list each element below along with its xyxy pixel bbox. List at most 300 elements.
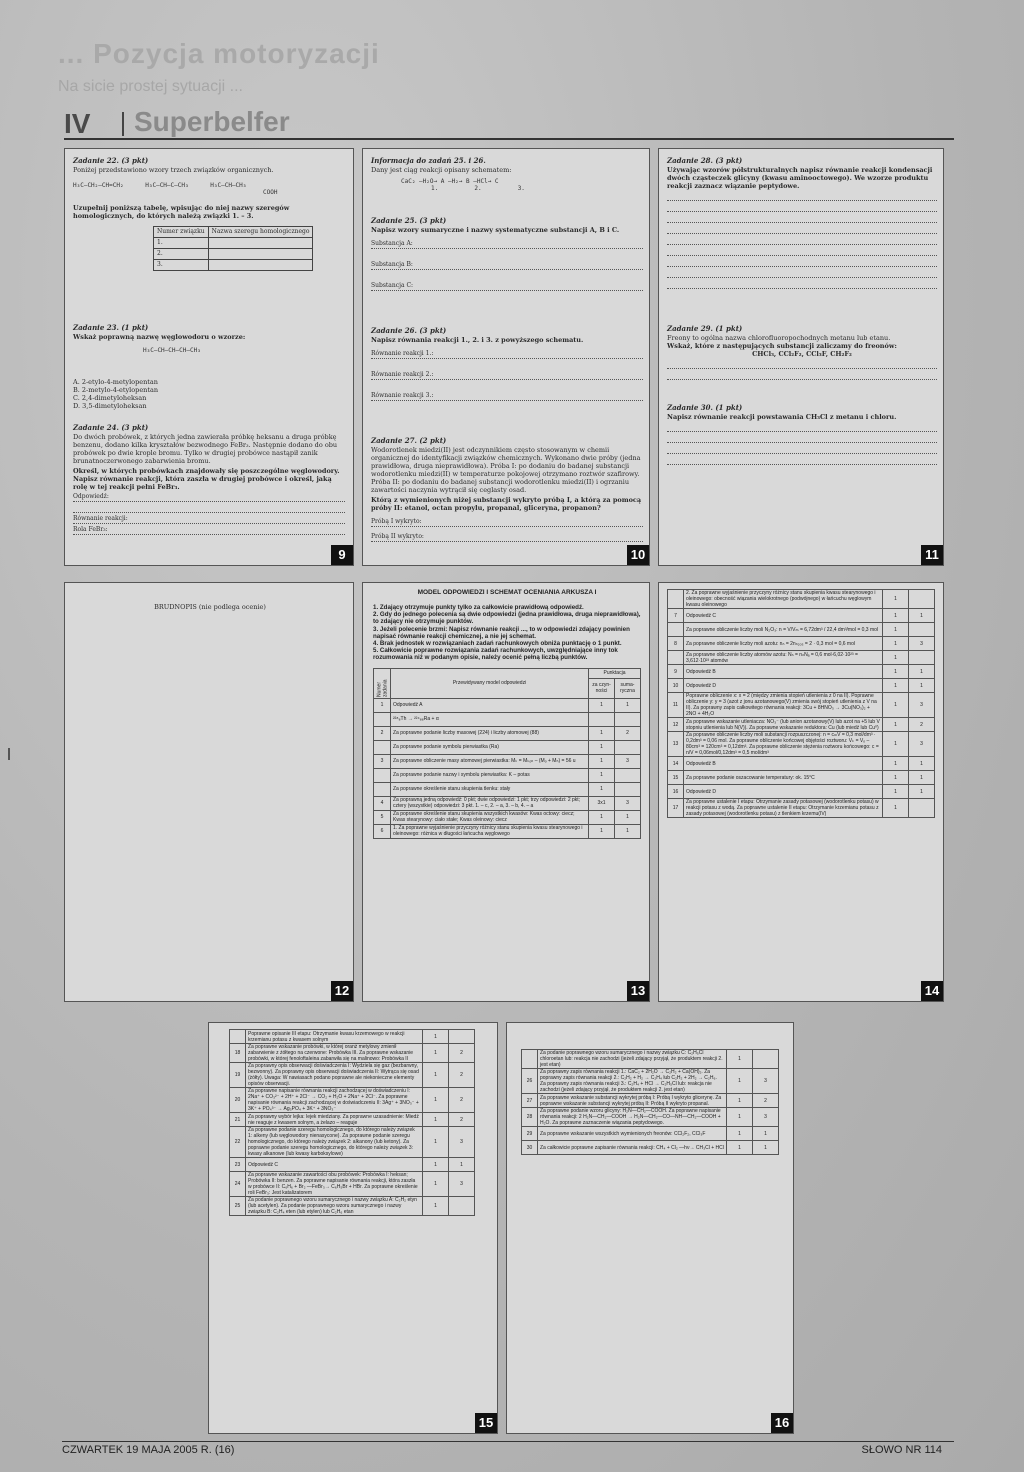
row-task-number: 19 <box>230 1063 246 1088</box>
footer-date: CZWARTEK 19 MAJA 2005 R. (16) <box>62 1444 235 1456</box>
grading-rules <box>373 604 641 662</box>
row-number: 1. <box>154 238 209 249</box>
row-points: 1 <box>423 1044 449 1063</box>
page-number: 15 <box>475 1413 497 1433</box>
row-model-answer: Poprawne obliczenie x: x = 2 (między zmienia stopień utlenienia z 0 na II). Poprawne obliczenie y: y = 3 (azot z jonu azotanowego(V) zmienia swój stopień utlenienia z V na II). Za poprawny zapis całkowitego równania reakcji: 3Cu + 8HNO₃ → 3Cu(NO₃)₂ + 2NO + 4H₂O <box>684 693 883 718</box>
table-row <box>668 590 935 609</box>
scratch-title: BRUDNOPIS (nie podlega ocenie) <box>154 603 266 611</box>
table-row <box>230 1197 475 1216</box>
page-number: 13 <box>627 981 649 1001</box>
row-model-answer: Za poprawne wskazanie zawartości obu probówek: Probówka I: heksan; Probówka II: benzen. Za poprawne napisanie równania reakcji, która zaszła w probówce II: C₆H₆ + Br₂ —FeBr₃→ C₆H₅Br + HBr. Za poprawne określenie roli FeBr₃: Jest katalizatorem <box>246 1172 423 1197</box>
row-points: 1 <box>883 757 909 771</box>
row-model-answer: 2. Za poprawne wyjaśnienie przyczyny różnicy stanu skupienia kwasu stearynowego i oleinowego: obecność wiązania wielokrotnego (podwójnego) w łańcuchu węglowym kwasu oleinowego <box>684 590 883 609</box>
th-model: Przewidywany model odpowiedzi <box>391 668 589 698</box>
task-27 <box>371 437 643 544</box>
answer-c[interactable]: Substancja C: <box>371 282 643 291</box>
th-name: Nazwa szeregu homologicznego <box>208 227 313 238</box>
row-task-number: 30 <box>522 1141 538 1155</box>
row-model-answer: Za poprawne podanie nazwy i symbolu pierwiastka: K – potas <box>391 768 589 782</box>
task-30 <box>667 404 937 467</box>
info-25-26 <box>371 157 643 192</box>
task-title: Zadanie 22. (3 pkt) <box>73 156 149 165</box>
row-task-number <box>668 590 684 609</box>
task-28 <box>667 157 937 291</box>
th-number: Numer związku <box>154 227 209 238</box>
table-row <box>668 623 935 637</box>
row-points <box>589 712 615 726</box>
equation-line[interactable]: Równanie reakcji: <box>73 515 345 524</box>
task-title: Zadanie 26. (3 pkt) <box>371 326 447 335</box>
scoring-table <box>667 589 935 818</box>
row-model-answer: Odpowiedź A <box>391 698 589 712</box>
answer-key-cont <box>667 589 935 818</box>
row-task-number: 13 <box>668 732 684 757</box>
row-points: 1 <box>423 1197 449 1216</box>
task-title: Zadanie 30. (1 pkt) <box>667 403 743 412</box>
row-task-number <box>230 1030 246 1044</box>
answer-cell[interactable] <box>208 260 313 271</box>
row-task-number: 14 <box>668 757 684 771</box>
task-title: Zadanie 23. (1 pkt) <box>73 323 149 332</box>
row-task-number <box>374 782 391 796</box>
table-row <box>374 740 641 754</box>
answer-line[interactable] <box>667 247 937 256</box>
row-task-number: 15 <box>668 771 684 785</box>
task-title: Zadanie 28. (3 pkt) <box>667 156 743 165</box>
row-task-number <box>668 623 684 637</box>
row-points: 1 <box>883 623 909 637</box>
equation-2[interactable]: Równanie reakcji 2.: <box>371 371 643 380</box>
row-model-answer: Za poprawne określenie stanu skupienia wszystkich kwasów: Kwas octowy: ciecz; Kwas stearynowy: ciało stałe; Kwas oleinowy: ciecz <box>391 810 589 824</box>
answer-line[interactable] <box>667 269 937 278</box>
row-task-number: 7 <box>668 609 684 623</box>
row-model-answer: Za poprawne obliczenie liczby moli substancji rozpuszczonej: n = cₘV = 0,3 mol/dm³ · 0,2dm³ = 0,06 mol. Za poprawne obliczenie końcowej objętości roztworu: Vₖ = Vₒ – 80cm³ = 120cm³ = 0,12dm³. Za poprawne obliczenie stężenia roztworu końcowego: c = n/V = 0,06mol/0,12dm³ = 0,5 mol/dm³ <box>684 732 883 757</box>
table-row <box>374 712 641 726</box>
row-task-number: 8 <box>668 637 684 651</box>
task-text: Poniżej przedstawiono wzory trzech związków organicznych. <box>73 166 274 174</box>
scoring-table <box>373 668 641 839</box>
probe-1-answer[interactable]: Próbą I wykryto: <box>371 518 643 527</box>
bleed-through-subtitle: Na sicie prostej sytuacji ... <box>58 78 243 95</box>
answer-line[interactable] <box>667 203 937 212</box>
row-task-number: 4 <box>374 796 391 810</box>
answer-line[interactable] <box>667 192 937 201</box>
task-text: Napisz wzory sumaryczne i nazwy systematyczne substancji A, B i C. <box>371 226 620 234</box>
section-title: Superbelfer <box>134 106 290 137</box>
page-12 <box>64 582 354 1002</box>
rule: 5. Całkowicie poprawne rozwiązania zadań rachunkowych, uwzględniające inny tok rozumowania niż w podanym opisie, należy ocenić pełną liczbą punktów. <box>373 647 618 662</box>
page-9 <box>64 148 354 566</box>
task-24 <box>73 424 345 537</box>
row-model-answer: Za poprawne podanie liczby masowej (224) i liczby atomowej (88) <box>391 726 589 740</box>
row-total: 2 <box>753 1094 779 1108</box>
answer-line[interactable] <box>667 423 937 432</box>
task-title: Zadanie 27. (2 pkt) <box>371 436 447 445</box>
homolog-table <box>153 226 313 271</box>
task-instruction: Określ, w których probówkach znajdowały się poszczególne węglowodory. Napisz równanie reakcji, która zaszła w drugiej probówce i określ, jaką rolę w tej reakcji pełni FeBr₃. <box>73 467 340 491</box>
table-row <box>668 718 935 732</box>
row-model-answer: Poprawne opisanie III etapu: Otrzymanie kwasu krzemowego w reakcji krzemianu potasu z kwasem solnym <box>246 1030 423 1044</box>
answer-line[interactable] <box>667 445 937 454</box>
row-total: 1 <box>909 665 935 679</box>
row-total: 1 <box>615 698 641 712</box>
row-total <box>615 782 641 796</box>
row-model-answer: Za poprawne podanie symbolu pierwiastka (Ra) <box>391 740 589 754</box>
th-points: Punktacja <box>589 668 641 679</box>
equation-1[interactable]: Równanie reakcji 1.: <box>371 350 643 359</box>
table-row <box>522 1094 779 1108</box>
task-text: Wodorotlenek miedzi(II) jest odczynnikiem często stosowanym w chemii organicznej do identyfikacji związków chemicznych. Wykonano dwie próby (jedna prawidłowa, druga nieprawidłowa). Próba I: po dodaniu do badanej substancji wodorotlenku miedzi(II) w temperaturze pokojowej otrzymano roztwór szafirowy. Próba II: po dodaniu do badanej substancji wodorotlenku miedzi(II) i ogrzaniu zawartości naczynia wytrącił się ceglasty osad. <box>371 446 641 494</box>
answer-a[interactable]: Substancja A: <box>371 240 643 249</box>
row-task-number: 12 <box>668 718 684 732</box>
row-task-number: 10 <box>668 679 684 693</box>
task-title: Zadanie 24. (3 pkt) <box>73 423 149 432</box>
page-16 <box>506 1022 794 1434</box>
row-task-number: 2 <box>374 726 391 740</box>
row-model-answer: Za poprawny wybór lejka: lejek miedziany. Za poprawne uzasadnienie: Miedź nie reaguje z kwasem solnym, a żelazo – reaguje <box>246 1113 423 1127</box>
row-number: 2. <box>154 249 209 260</box>
equation-3[interactable]: Równanie reakcji 3.: <box>371 392 643 401</box>
role-line[interactable]: Rola FeBr₃: <box>73 526 345 535</box>
row-task-number <box>668 651 684 665</box>
rule: 1. Zdający otrzymuje punkty tylko za całkowicie prawidłową odpowiedź. <box>373 604 584 611</box>
row-points: 1 <box>727 1069 753 1094</box>
th-per-action: za czyn-ności <box>589 679 615 699</box>
answer-key-cont <box>521 1049 779 1155</box>
row-total <box>615 740 641 754</box>
task-instruction: Uzupełnij poniższą tabelę, wpisując do niej nazwy szeregów homologicznych, do których należą związki 1. – 3. <box>73 204 290 220</box>
row-points: 1 <box>589 810 615 824</box>
row-task-number: 28 <box>522 1108 538 1127</box>
row-points: 1 <box>423 1158 449 1172</box>
row-model-answer: Odpowiedź B <box>684 665 883 679</box>
row-total <box>449 1197 475 1216</box>
row-total: 1 <box>615 810 641 824</box>
row-model-answer: Za poprawne wskazanie substancji wykrytej próbą I: Próbą I wykryto glicerynę. Za poprawne wskazanie substancji wykrytej próbą II: Próbą II wykryto propanal. <box>538 1094 727 1108</box>
row-points: 1 <box>883 637 909 651</box>
key-title: MODEL ODPOWIEDZI I SCHEMAT OCENIANIA ARKUSZA I <box>417 589 597 596</box>
row-points: 1 <box>727 1127 753 1141</box>
answer-line[interactable]: Odpowiedź: <box>73 493 345 502</box>
row-points: 1 <box>883 693 909 718</box>
table-row <box>668 665 935 679</box>
row-model-answer: Za poprawne podanie oszacowanie temperatury: ok. 15°C <box>684 771 883 785</box>
row-total: 3 <box>449 1127 475 1158</box>
row-total: 1 <box>753 1141 779 1155</box>
answer-line[interactable] <box>667 214 937 223</box>
page-number: 12 <box>331 981 353 1001</box>
row-total: 3 <box>753 1069 779 1094</box>
row-total: 2 <box>449 1044 475 1063</box>
row-points: 1 <box>883 679 909 693</box>
table-row <box>230 1063 475 1088</box>
page-number: 11 <box>921 545 943 565</box>
row-points: 1 <box>589 782 615 796</box>
row-number: 3. <box>154 260 209 271</box>
option-a[interactable]: A. 2-etylo-4-metylopentan <box>73 378 158 386</box>
table-row <box>522 1069 779 1094</box>
row-model-answer: Za poprawne napisanie równania reakcji zachodzącej w doświadczeniu I: 2Na⁺ + CO₃²⁻ + 2H⁺ + 2Cl⁻ → CO₂ + H₂O + 2Na⁺ + 2Cl⁻. Za poprawne napisanie równania reakcji zachodzącej w doświadczeniu II: 3Ag⁺ + 3NO₃⁻ + 3K⁺ + PO₄³⁻ → Ag₃PO₄ + 3K⁺ + 3NO₃⁻ <box>246 1088 423 1113</box>
row-points: 3x1 <box>589 796 615 810</box>
row-points: 1 <box>883 799 909 818</box>
row-points: 1 <box>883 718 909 732</box>
header-divider <box>122 112 124 136</box>
row-total <box>909 799 935 818</box>
answer-line[interactable] <box>667 280 937 289</box>
row-model-answer: 1. Za poprawne wyjaśnienie przyczyny różnicy stanu skupienia kwasu stearynowego i oleinowego: różnica w długości łańcucha węglowego <box>391 824 589 838</box>
answer-line[interactable] <box>667 371 937 380</box>
row-task-number: 18 <box>230 1044 246 1063</box>
page-13 <box>362 582 650 1002</box>
table-row <box>668 637 935 651</box>
row-task-number: 22 <box>230 1127 246 1158</box>
table-row <box>374 810 641 824</box>
row-total <box>909 590 935 609</box>
section-number: IV <box>64 108 91 139</box>
row-points: 1 <box>883 609 909 623</box>
row-total: 2 <box>449 1113 475 1127</box>
table-row <box>230 1127 475 1158</box>
row-total: 1 <box>449 1158 475 1172</box>
row-points: 1 <box>727 1141 753 1155</box>
row-total: 1 <box>909 609 935 623</box>
rule: 2. Gdy do jednego polecenia są dwie odpowiedzi (jedna prawidłowa, druga nieprawidłowa), to zdający nie otrzymuje punktów. <box>373 611 641 626</box>
option-c[interactable]: C. 2,4-dimetyloheksan <box>73 394 147 402</box>
row-points: 1 <box>423 1030 449 1044</box>
row-total <box>909 651 935 665</box>
answer-cell[interactable] <box>208 249 313 260</box>
task-29 <box>667 325 937 382</box>
row-total: 1 <box>909 771 935 785</box>
row-task-number <box>374 712 391 726</box>
answer-cell[interactable] <box>208 238 313 249</box>
row-total <box>753 1050 779 1069</box>
row-task-number <box>374 768 391 782</box>
table-row <box>668 785 935 799</box>
row-points: 1 <box>589 824 615 838</box>
row-model-answer: Za poprawne określenie stanu skupienia tlenku: stały <box>391 782 589 796</box>
row-model-answer: Za poprawną jedną odpowiedź: 0 pkt; dwie odpowiedzi: 1 pkt; trzy odpowiedzi: 2 pkt; cztery (wszystkie) odpowiedzi: 3 pkt. 1. – c, 2. – a, 3. – b, 4. – a <box>391 796 589 810</box>
scoring-table <box>229 1029 475 1216</box>
row-task-number: 21 <box>230 1113 246 1127</box>
table-row <box>374 768 641 782</box>
probe-2-answer[interactable]: Próbą II wykryto: <box>371 533 643 542</box>
row-task-number: 6 <box>374 824 391 838</box>
row-total: 2 <box>449 1063 475 1088</box>
answer-line[interactable] <box>667 225 937 234</box>
answer-line[interactable] <box>667 456 937 465</box>
task-text: Do dwóch probówek, z których jedna zawierała próbkę heksanu a druga próbkę benzenu, dodano kilka kryształów bezwodnego FeBr₃. Następnie dodano do obu probówek po dwie krople bromu. Tylko w drugiej probówce nastąpił zanik brunatnoczerwonego zabarwienia bromu. <box>73 433 338 465</box>
row-model-answer: Odpowiedź C <box>246 1158 423 1172</box>
scoring-table <box>521 1049 779 1155</box>
table-row <box>668 693 935 718</box>
row-total <box>909 623 935 637</box>
th-number: Numer zadania <box>374 668 391 698</box>
row-total: 2 <box>615 726 641 740</box>
page-15 <box>208 1022 498 1434</box>
row-points: 1 <box>727 1050 753 1069</box>
row-total: 3 <box>909 637 935 651</box>
answer-line[interactable] <box>667 236 937 245</box>
margin-mark <box>8 748 10 760</box>
task-25 <box>371 217 643 293</box>
row-model-answer: Za poprawne obliczenie masy atomowej pierwiastka: Mₖ = Mₖₒₕ – (Mₒ + Mₕ) = 56 u <box>391 754 589 768</box>
table-row <box>668 771 935 785</box>
row-task-number: 23 <box>230 1158 246 1172</box>
section-header <box>64 102 954 140</box>
bleed-through-title: ... Pozycja motoryzacji <box>58 38 380 69</box>
row-task-number: 5 <box>374 810 391 824</box>
answer-line[interactable] <box>667 360 937 369</box>
table-row <box>230 1113 475 1127</box>
table-row <box>374 782 641 796</box>
row-total: 2 <box>909 718 935 732</box>
answer-key <box>373 589 641 839</box>
row-model-answer: Za poprawne podanie szeregu homologicznego, do którego należy związek 1: alkeny (lub węglowodory nienasycone). Za poprawne podanie szeregu homologicznego, do którego należy związek 2: alkanony (lub ketony). Za poprawne podanie szeregu homologicznego, do którego należy związek 3: kwasy alkanowe (lub kwasy karboksylowe) <box>246 1127 423 1158</box>
info-title: Informacja do zadań 25. i 26. <box>371 156 486 165</box>
row-total: 3 <box>753 1108 779 1127</box>
row-points: 1 <box>589 754 615 768</box>
row-model-answer: Za poprawne podanie wzoru glicyny: H₂N—CH₂—COOH. Za poprawne napisanie równania reakcji: 2 H₂N—CH₂—COOH → H₂N—CH₂—CO—NH—CH₂—COOH + H₂O. Za poprawne zaznaczenie wiązania peptydowego. <box>538 1108 727 1127</box>
row-points: 1 <box>423 1088 449 1113</box>
footer-issue: SŁOWO NR 114 <box>861 1444 942 1456</box>
answer-line[interactable] <box>73 504 345 513</box>
task-23 <box>73 324 345 410</box>
row-total: 1 <box>909 785 935 799</box>
row-total: 3 <box>909 693 935 718</box>
table-row <box>668 609 935 623</box>
row-points: 1 <box>883 771 909 785</box>
row-total: 3 <box>615 754 641 768</box>
footer-rule <box>62 1441 954 1442</box>
table-row <box>668 757 935 771</box>
task-text: Freony to ogólna nazwa chlorofluoropochodnych metanu lub etanu. <box>667 334 891 342</box>
table-row <box>522 1050 779 1069</box>
row-model-answer: Odpowiedź D <box>684 679 883 693</box>
row-points: 1 <box>589 768 615 782</box>
row-total: 3 <box>909 732 935 757</box>
row-model-answer: Za poprawne ustalenie I etapu: Otrzymanie zasady potasowej (wodorotlenku potasu) w reakcji potasu z wodą. Za poprawne ustalenie II etapu: Otrzymanie krzemianu potasu z zasady potasowej (wodorotlenku potasu) z tlenkiem krzemu(IV) <box>684 799 883 818</box>
page-14 <box>658 582 944 1002</box>
task-22 <box>73 157 345 271</box>
page-number: 9 <box>331 545 353 565</box>
table-row <box>668 732 935 757</box>
table-row <box>374 754 641 768</box>
info-text: Dany jest ciąg reakcji opisany schematem: <box>371 166 512 174</box>
table-row <box>374 796 641 810</box>
row-task-number: 25 <box>230 1197 246 1216</box>
table-row <box>668 799 935 818</box>
row-total <box>449 1030 475 1044</box>
row-model-answer: Odpowiedź D <box>684 785 883 799</box>
row-total: 1 <box>753 1127 779 1141</box>
rule: 3. Jeżeli polecenie brzmi: Napisz równanie reakcji ..., to w odpowiedzi zdający powinien napisać równanie reakcji chemicznej, a nie jej schemat. <box>373 625 630 640</box>
row-points: 1 <box>423 1063 449 1088</box>
table-row <box>230 1044 475 1063</box>
row-task-number: 9 <box>668 665 684 679</box>
task-text: Używając wzorów półstrukturalnych napisz równanie reakcji kondensacji dwóch cząsteczek glicyny (kwasu aminooctowego). We wzorze produktu reakcji zaznacz wiązanie peptydowe. <box>667 166 933 190</box>
page-11 <box>658 148 944 566</box>
row-task-number <box>522 1050 538 1069</box>
row-task-number: 3 <box>374 754 391 768</box>
row-points: 1 <box>589 726 615 740</box>
row-points: 1 <box>883 590 909 609</box>
row-task-number: 16 <box>668 785 684 799</box>
row-task-number: 17 <box>668 799 684 818</box>
table-row <box>230 1158 475 1172</box>
row-model-answer: Za poprawny zapis równania reakcji 1.: CaC₂ + 2H₂O → C₂H₂ + Ca(OH)₂. Za poprawny zapis równania reakcji 2.: C₂H₂ + H₂ → C₂H₄ lub C₂H₂ + 2H₂ → C₂H₆. Za poprawny zapis równania reakcji 3.: C₂H₄ + HCl → C₂H₅Cl lub: reakcja nie zachodzi (jeżeli zdający przyjął, że produktem reakcji 2. jest etan) <box>538 1069 727 1094</box>
table-row <box>668 679 935 693</box>
answer-key-cont <box>229 1029 475 1216</box>
formula-cooh: COOH <box>263 189 278 196</box>
row-points: 1 <box>883 732 909 757</box>
row-total: 1 <box>909 757 935 771</box>
task-text: Napisz równania reakcji 1., 2. i 3. z powyższego schematu. <box>371 336 584 344</box>
row-points: 1 <box>883 665 909 679</box>
row-model-answer: Odpowiedź B <box>684 757 883 771</box>
row-points: 1 <box>423 1172 449 1197</box>
row-model-answer: Za całkowicie poprawne zapisanie równania reakcji: CH₄ + Cl₂ —hν→ CH₃Cl + HCl <box>538 1141 727 1155</box>
row-points: 1 <box>883 651 909 665</box>
freon-list: CHCl₃, CCl₂F₂, CCl₃F, CH₂F₂ <box>752 350 852 358</box>
page-number: 16 <box>771 1413 793 1433</box>
option-d[interactable]: D. 3,5-dimetyloheksan <box>73 402 147 410</box>
row-total: 2 <box>449 1088 475 1113</box>
table-row <box>522 1127 779 1141</box>
option-b[interactable]: B. 2-metylo-4-etylopentan <box>73 386 159 394</box>
table-row <box>374 726 641 740</box>
row-task-number: 11 <box>668 693 684 718</box>
answer-line[interactable] <box>667 258 937 267</box>
table-row <box>374 698 641 712</box>
task-26 <box>371 327 643 403</box>
page-number: 14 <box>921 981 943 1001</box>
answer-line[interactable] <box>667 434 937 443</box>
rule: 4. Brak jednostek w rozwiązaniach zadań rachunkowych obniża punktację o 1 punkt. <box>373 640 622 648</box>
row-total <box>615 768 641 782</box>
row-task-number: 24 <box>230 1172 246 1197</box>
row-model-answer: ²²⁸₈Th → ²²⁴₈₈Ra + α <box>391 712 589 726</box>
task-title: Zadanie 29. (1 pkt) <box>667 324 743 333</box>
reaction-scheme: CaC₂ —H₂O→ A —H₂→ B —HCl→ C <box>401 178 499 185</box>
page-number: 10 <box>627 545 649 565</box>
row-task-number <box>374 740 391 754</box>
th-total: suma-ryczna <box>615 679 641 699</box>
row-task-number: 29 <box>522 1127 538 1141</box>
row-model-answer: Za podanie poprawnego wzoru sumarycznego i nazwy związku A: C₂H₂ etyn (lub acetylen). Za podanie poprawnego wzoru sumarycznego i nazwy związku B: C₂H₄ eten (lub etylen) lub C₂H₆ etan <box>246 1197 423 1216</box>
row-points: 1 <box>589 698 615 712</box>
row-model-answer: Odpowiedź C <box>684 609 883 623</box>
table-row <box>522 1108 779 1127</box>
table-row <box>230 1172 475 1197</box>
row-total: 3 <box>449 1172 475 1197</box>
answer-b[interactable]: Substancja B: <box>371 261 643 270</box>
row-task-number: 27 <box>522 1094 538 1108</box>
row-model-answer: Za poprawne obliczenie liczby moli N₂O₃: n = V/Vₘ = 6,72dm³ / 22,4 dm³/mol = 0,3 mol <box>684 623 883 637</box>
row-points: 1 <box>589 740 615 754</box>
row-total <box>615 712 641 726</box>
row-model-answer: Za poprawne wskazanie utleniacza: NO₃⁻ (lub anion azotanowy(V) lub azot na +5 lub V stopniu utlenienia lub N(V)). Za poprawne wskazanie reduktora: Cu (lub miedź lub Cu⁰) <box>684 718 883 732</box>
table-row <box>230 1030 475 1044</box>
row-model-answer: Za poprawne obliczenie liczby atomów azotu: Nₙ = nₙNₐ = 0,6 mol·6,02·10²³ = 3,612·10²³ atomów <box>684 651 883 665</box>
row-total: 1 <box>615 824 641 838</box>
formula-row: H₃C—CH₂—CH=CH₂ H₃C—CH—C—CH₃ H₃C—CH—CH₃ <box>73 182 247 189</box>
row-points: 1 <box>423 1113 449 1127</box>
row-model-answer: Za poprawne wskazanie wszystkich wymienionych freonów: CCl₂F₂, CCl₃F <box>538 1127 727 1141</box>
row-total: 3 <box>615 796 641 810</box>
row-total: 1 <box>909 679 935 693</box>
row-model-answer: Za poprawny opis obserwacji doświadczenia I: Wydziela się gaz (bezbarwny, bezwonny). Za poprawny opis obserwacji doświadczenia II: Wytrąca się osad (żółty). Uwaga: W nawiasach podano poprawne ale niekonieczne elementy opisów obserwacji. <box>246 1063 423 1088</box>
